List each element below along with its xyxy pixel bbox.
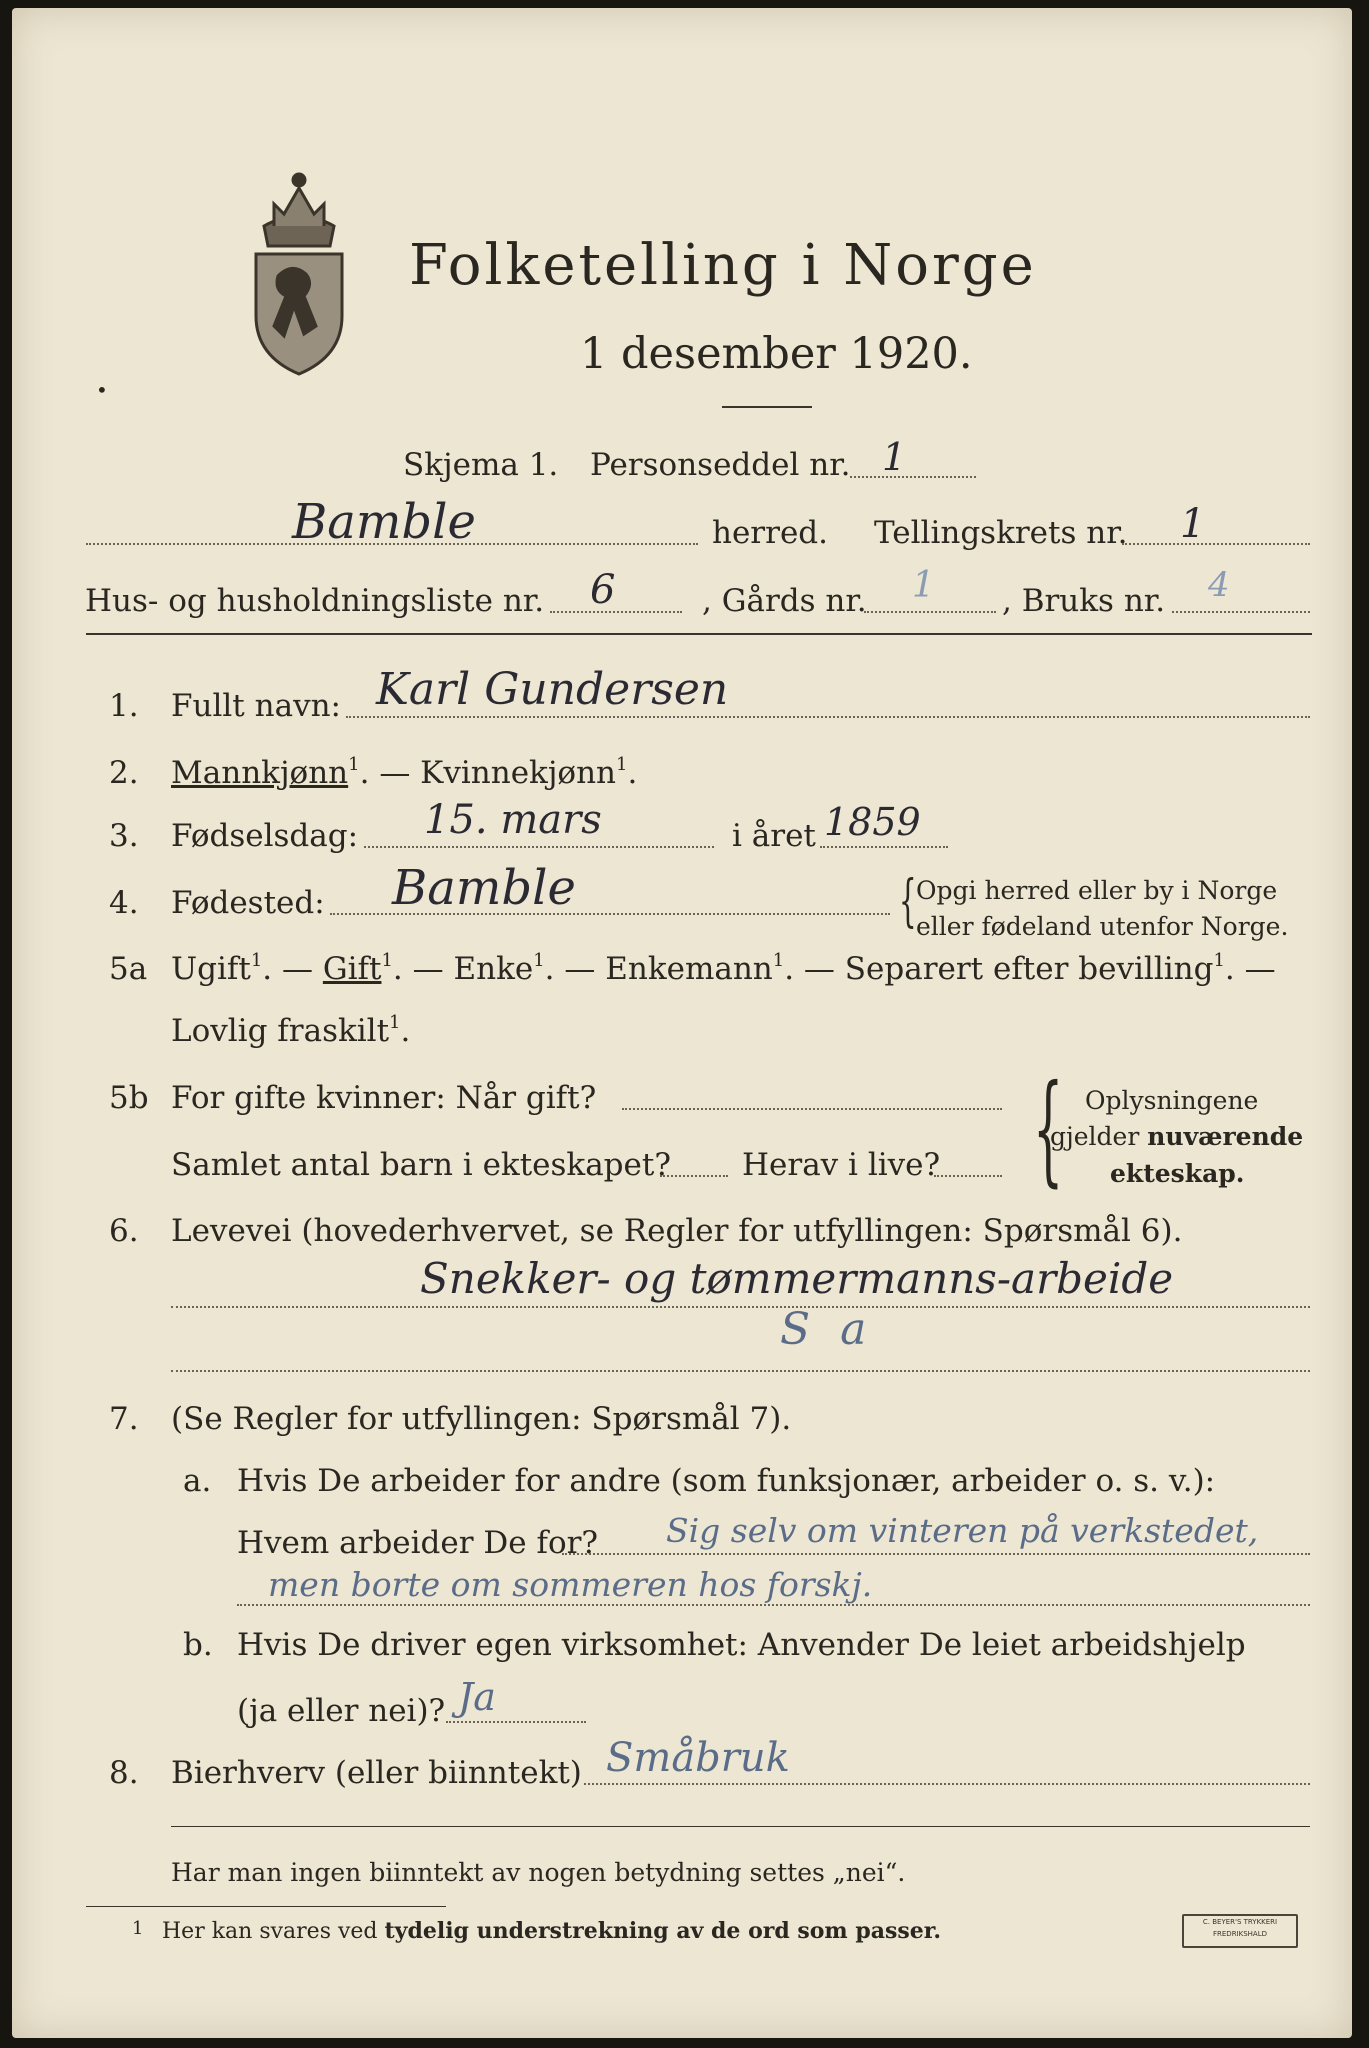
- schema-label: Skjema 1.: [403, 447, 559, 483]
- bruks-value[interactable]: 4: [1208, 565, 1230, 605]
- q8-label: Bierhverv (eller biinntekt): [171, 1755, 582, 1791]
- q7-number: 7.: [109, 1401, 139, 1437]
- personseddel-value[interactable]: 1: [882, 435, 907, 479]
- tellingskrets-value[interactable]: 1: [1180, 501, 1206, 547]
- year-line: [820, 846, 948, 848]
- header-divider: [86, 633, 1312, 635]
- herred-label: herred.: [712, 515, 828, 551]
- employer-value-1[interactable]: Sig selv om vinteren på verkstedet,: [666, 1511, 1259, 1550]
- footnote-text: Her kan svares ved tydelig understrekning av de ord som passer.: [162, 1918, 942, 1944]
- occupation-value[interactable]: Snekker- og tømmermanns-arbeide: [420, 1254, 1174, 1303]
- gift-option[interactable]: Gift: [322, 951, 382, 987]
- q3-number: 3.: [109, 818, 139, 854]
- bruks-label: , Bruks nr.: [1002, 583, 1166, 619]
- q7a-text: Hvis De arbeider for andre (som funksjonær, arbeider o. s. v.):: [237, 1463, 1216, 1499]
- q2-number: 2.: [109, 755, 139, 791]
- employer-value-2[interactable]: men borte om sommeren hos forskj.: [268, 1565, 873, 1604]
- q7a-letter: a.: [183, 1463, 212, 1499]
- occupation-code: S a: [780, 1304, 875, 1355]
- personseddel-label: Personseddel nr.: [590, 447, 851, 483]
- q5a-options: Ugift$^1$. — Gift$^1$. — Enke$^1$. — Enkemann$^1$. — Separert efter bevilling$^1$. —: [171, 950, 1276, 987]
- q5b-label-2: Samlet antal barn i ekteskapet?: [171, 1147, 671, 1183]
- q7b-text: Hvis De driver egen virksomhet: Anvender De leiet arbeidshjelp: [237, 1627, 1246, 1663]
- q5b-line-1: [622, 1108, 1002, 1110]
- footnote-mark: 1: [132, 1918, 144, 1939]
- q8-line: [584, 1783, 1310, 1785]
- hus-value[interactable]: 6: [590, 567, 616, 613]
- q2-sex-options: Mannkjønn$^1$. — Kvinnekjønn$^1$.: [171, 754, 638, 791]
- q6-label: Levevei (hovederhvervet, se Regler for utfyllingen: Spørsmål 6).: [171, 1213, 1183, 1249]
- q7a-question: Hvem arbeider De for?: [237, 1525, 599, 1561]
- q6-number: 6.: [109, 1213, 139, 1249]
- personseddel-line: [850, 476, 976, 478]
- title-rule: [722, 406, 812, 408]
- footer-rule: [171, 1826, 1310, 1827]
- enkemann-option[interactable]: Enkemann: [605, 951, 773, 987]
- q7b-question: (ja eller nei)?: [237, 1693, 446, 1729]
- q5b-number: 5b: [109, 1080, 149, 1116]
- hus-line: [550, 611, 682, 613]
- q2-sep: . —: [359, 755, 421, 791]
- q1-number: 1.: [109, 688, 139, 724]
- q5b-note-1: Oplysningene: [1085, 1086, 1259, 1115]
- form-title: Folketelling i Norge: [409, 233, 1037, 298]
- tellingskrets-label: Tellingskrets nr.: [874, 515, 1128, 551]
- q5a-line2: Lovlig fraskilt$^1$.: [171, 1012, 411, 1049]
- census-form-sheet: [12, 8, 1352, 2038]
- ugift-option[interactable]: Ugift: [171, 951, 251, 987]
- gards-label: , Gårds nr.: [702, 583, 867, 619]
- q7b-line: [446, 1721, 586, 1723]
- q4-note-2: eller fødeland utenfor Norge.: [916, 912, 1289, 941]
- q5b-label-3: Herav i live?: [742, 1147, 941, 1183]
- q7a-line-2: [237, 1604, 1310, 1606]
- enke-option[interactable]: Enke: [453, 951, 534, 987]
- q1-label: Fullt navn:: [171, 688, 341, 724]
- q5b-line-2: [660, 1175, 728, 1177]
- fraskilt-option[interactable]: Lovlig fraskilt: [171, 1013, 390, 1049]
- printer-stamp: C. BEYER'S TRYKKERI FREDRIKSHALD: [1182, 1914, 1298, 1948]
- q5b-label-1: For gifte kvinner: Når gift?: [171, 1080, 597, 1116]
- stray-dot: •: [96, 378, 108, 402]
- female-option[interactable]: Kvinnekjønn: [420, 755, 617, 791]
- side-income-value[interactable]: Småbruk: [606, 1735, 790, 1781]
- male-option[interactable]: Mannkjønn: [171, 755, 349, 791]
- gards-value[interactable]: 1: [912, 565, 935, 606]
- tellingskrets-line: [1122, 543, 1310, 545]
- q1-line: [346, 716, 1310, 718]
- q6-line-2: [171, 1370, 1310, 1372]
- q3-label: Fødselsdag:: [171, 818, 359, 854]
- q7a-line-1: [562, 1553, 1310, 1555]
- q4-brace: {: [898, 869, 917, 934]
- q3-line: [364, 846, 714, 848]
- coat-of-arms-icon: [244, 166, 354, 378]
- bruks-line: [1172, 611, 1310, 613]
- birthplace-value[interactable]: Bamble: [392, 860, 576, 916]
- q5b-note-2: gjelder nuværende: [1050, 1122, 1304, 1151]
- census-date: 1 desember 1920.: [580, 329, 973, 379]
- hus-label: Hus- og husholdningsliste nr.: [85, 583, 545, 619]
- birthdate-value[interactable]: 15. mars: [424, 797, 602, 843]
- q5b-brace: {: [1032, 1060, 1064, 1199]
- full-name-value[interactable]: Karl Gundersen: [376, 664, 729, 715]
- hired-help-value[interactable]: Ja: [458, 1675, 496, 1719]
- herred-value[interactable]: Bamble: [292, 494, 476, 550]
- year-label: i året: [732, 818, 816, 854]
- q4-note-1: Opgi herred eller by i Norge: [916, 876, 1278, 905]
- q4-label: Fødested:: [171, 885, 325, 921]
- birth-year-value[interactable]: 1859: [824, 800, 921, 844]
- q7-label: (Se Regler for utfyllingen: Spørsmål 7).: [171, 1401, 792, 1437]
- q4-number: 4.: [109, 885, 139, 921]
- footnote-rule: [86, 1906, 446, 1907]
- gards-line: [864, 611, 996, 613]
- q5a-number: 5a: [109, 951, 148, 987]
- q5b-line-3: [934, 1175, 1002, 1177]
- separert-option[interactable]: Separert efter bevilling: [844, 951, 1214, 987]
- footer-note: Har man ingen biinntekt av nogen betydning settes „nei“.: [171, 1858, 906, 1887]
- q8-number: 8.: [109, 1755, 139, 1791]
- q6-line-1: [171, 1306, 1310, 1308]
- q5b-note-3: ekteskap.: [1110, 1159, 1245, 1188]
- q7b-letter: b.: [183, 1627, 213, 1663]
